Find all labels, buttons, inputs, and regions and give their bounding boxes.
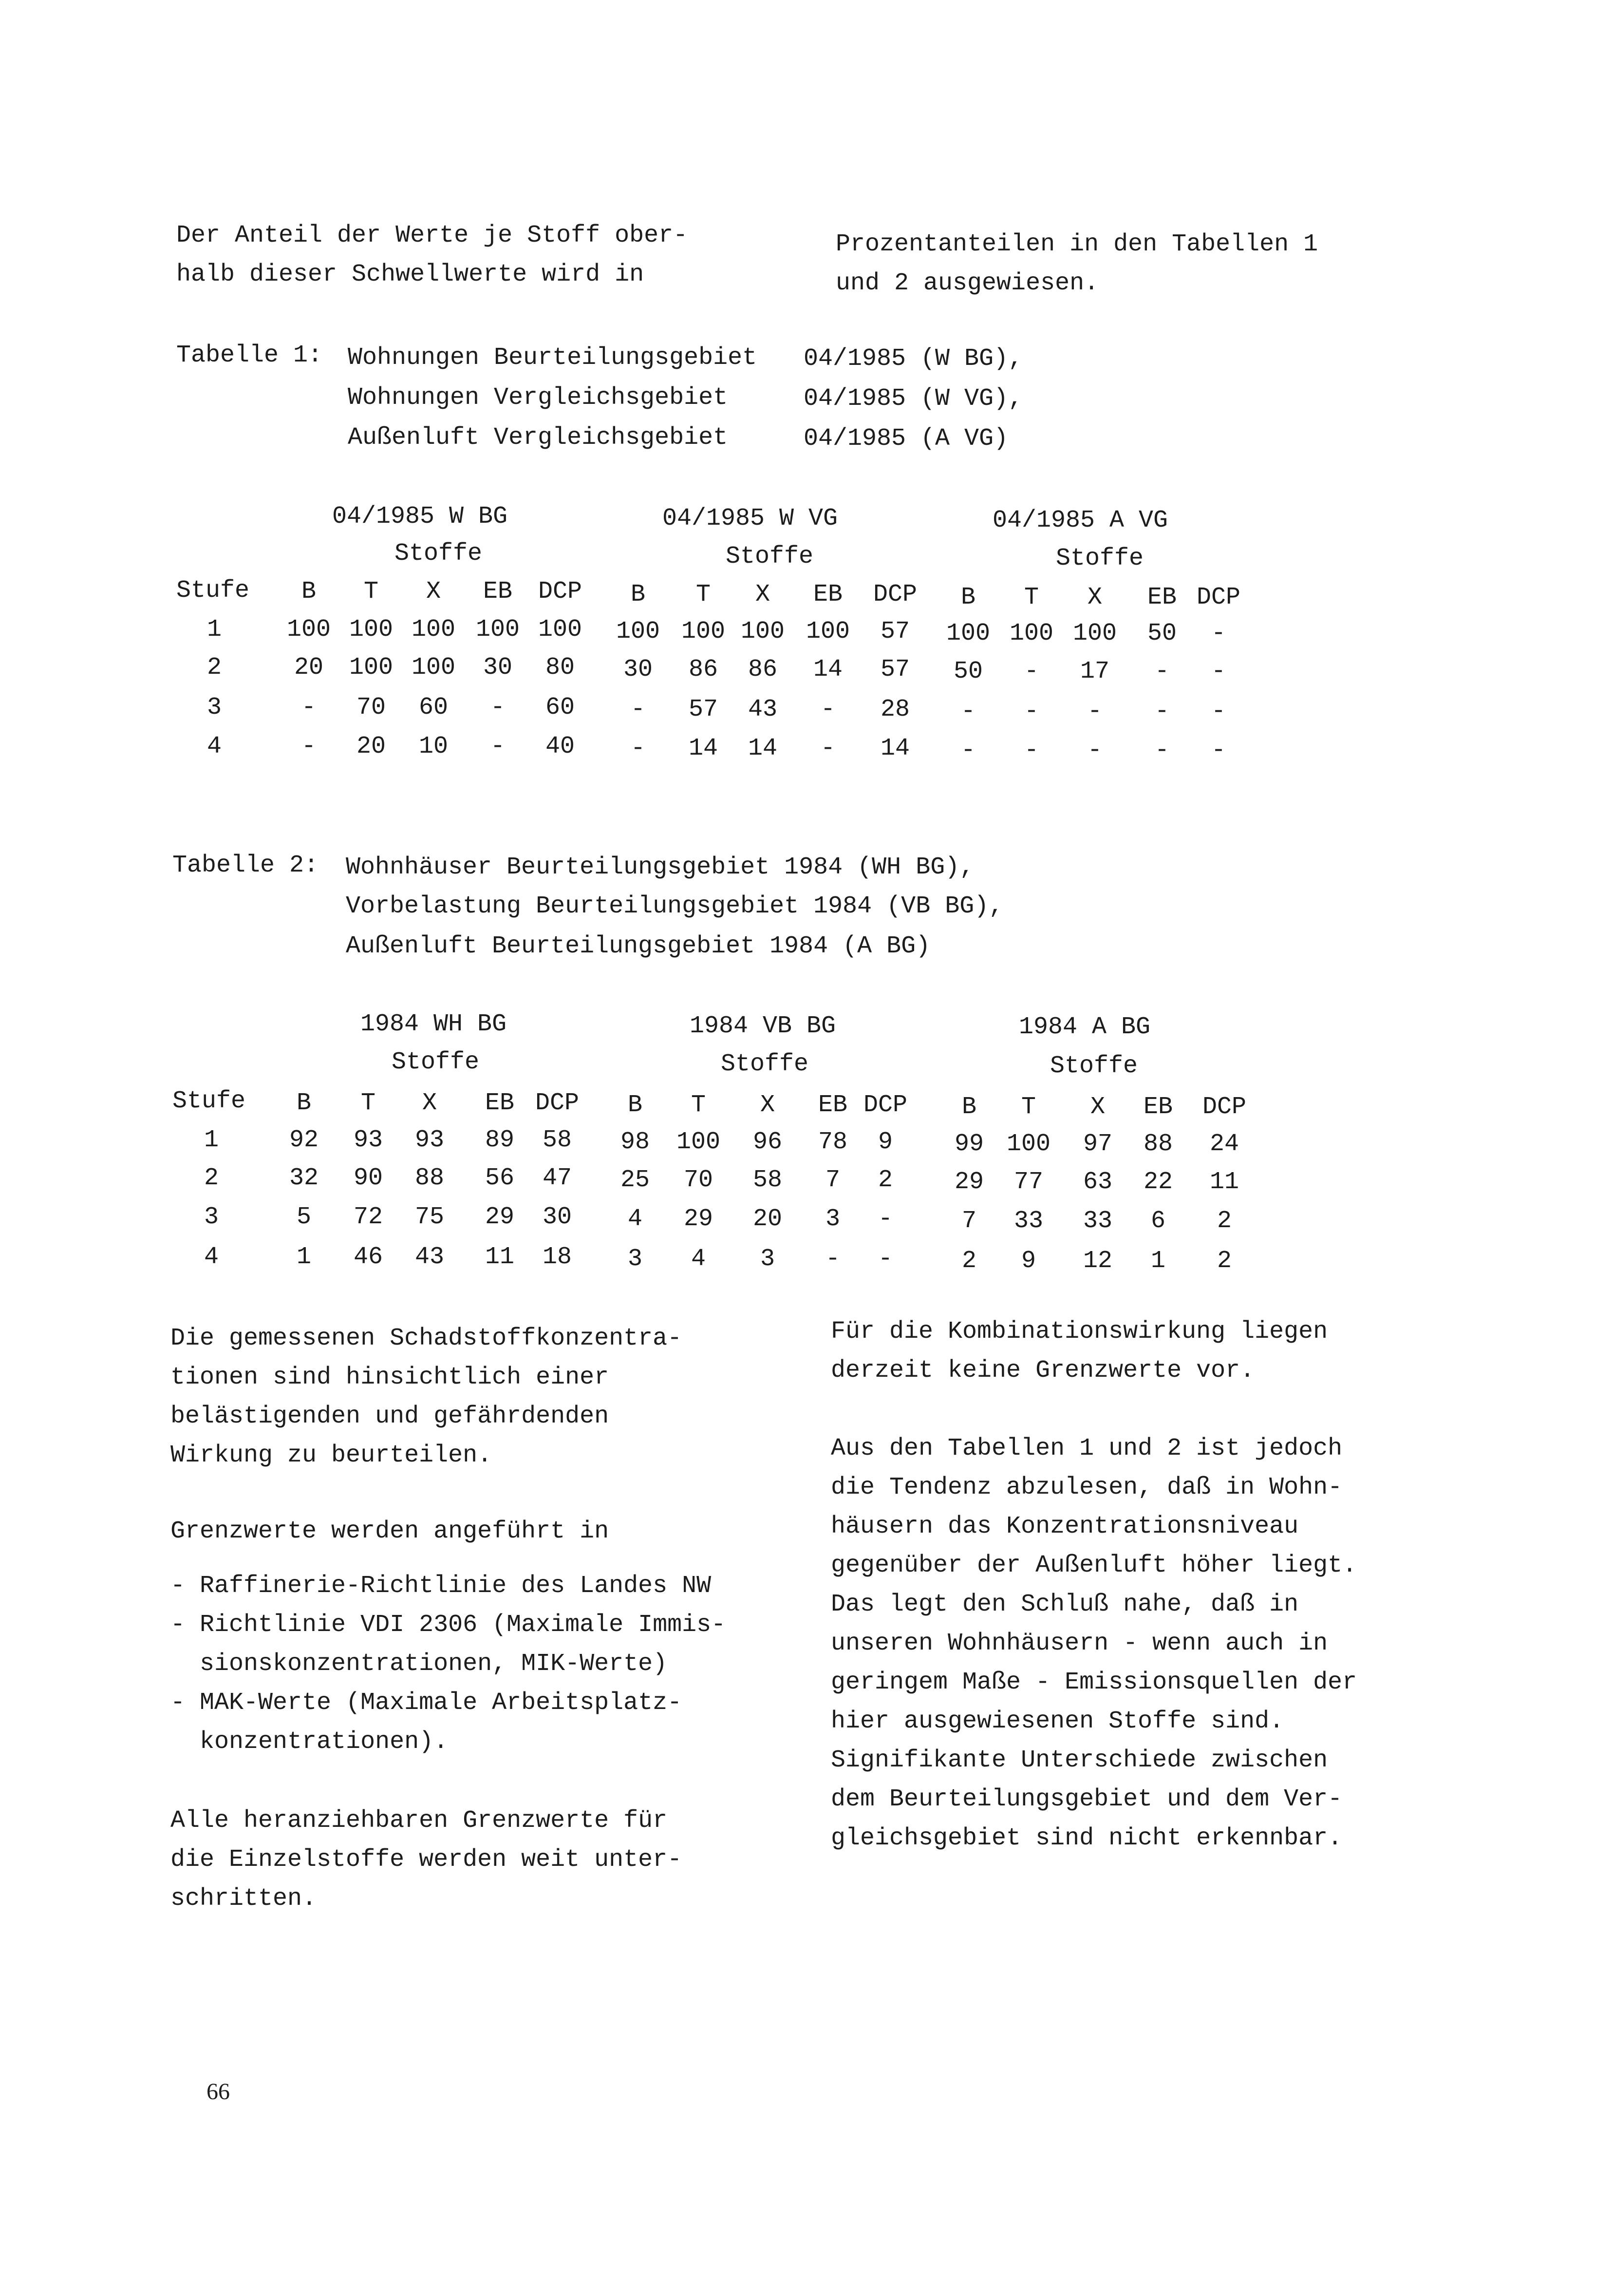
table-cell: 60 — [545, 694, 575, 721]
table-cell: 88 — [1143, 1130, 1173, 1158]
intro-left — [176, 216, 688, 294]
table-cell: 25 — [620, 1166, 650, 1194]
list-item: sionskonzentrationen, MIK-Werte) — [170, 1650, 668, 1678]
table2-group-title: 1984 WH BG — [360, 1010, 507, 1038]
table-cell: 58 — [752, 1166, 783, 1194]
stufe-cell: 2 — [206, 654, 222, 682]
stufe-cell: 2 — [204, 1164, 219, 1192]
table-cell: 100 — [806, 618, 850, 645]
text-line: Alle heranziehbaren Grenzwerte für — [170, 1807, 668, 1835]
table-cell: - — [960, 698, 976, 725]
table2-group-sub: Stoffe — [392, 1048, 480, 1076]
text-line: unseren Wohnhäusern - wenn auch in — [831, 1630, 1328, 1657]
list-item: - MAK-Werte (Maximale Arbeitsplatz- — [170, 1689, 682, 1717]
table-cell: 99 — [954, 1130, 984, 1158]
table-cell: 96 — [752, 1128, 783, 1156]
table-cell: - — [820, 735, 836, 762]
table-cell: - — [960, 737, 976, 764]
table1-caption-label: Tabelle 1: — [176, 342, 323, 369]
table-cell: 32 — [289, 1164, 319, 1192]
table-cell: 1 — [1150, 1247, 1166, 1275]
table-cell: 100 — [411, 654, 456, 682]
table-cell: 29 — [485, 1203, 515, 1231]
column-header: EB — [1147, 584, 1177, 611]
text-line: Grenzwerte werden angeführt in — [170, 1518, 609, 1545]
text-line: Der Anteil der Werte je Stoff ober- — [176, 222, 688, 249]
table-cell: 80 — [545, 654, 575, 682]
table-cell: 57 — [688, 696, 718, 723]
table-cell: - — [820, 696, 836, 723]
table-cell: 100 — [286, 616, 331, 644]
column-header: X — [1087, 584, 1103, 611]
table-cell: 30 — [623, 656, 653, 683]
list-item: - Raffinerie-Richtlinie des Landes NW — [170, 1572, 712, 1600]
column-header: X — [422, 1089, 437, 1117]
limits-list — [170, 1567, 726, 1762]
table-cell: 20 — [294, 654, 324, 682]
table-cell: 72 — [353, 1203, 383, 1231]
right-column — [831, 1312, 1328, 1390]
table-cell: 100 — [946, 620, 991, 647]
table-cell: 2 — [1217, 1247, 1232, 1275]
column-header: X — [426, 578, 441, 606]
column-header: DCP — [863, 1091, 908, 1119]
table-cell: - — [301, 733, 317, 760]
column-header: T — [363, 578, 379, 606]
table-cell: 50 — [953, 658, 983, 685]
table-cell: - — [1024, 698, 1039, 725]
text-line: Wirkung zu beurteilen. — [170, 1442, 492, 1469]
column-header: EB — [1143, 1093, 1173, 1121]
table-cell: - — [1211, 737, 1226, 764]
text-line: Das legt den Schluß nahe, daß in — [831, 1591, 1299, 1618]
table-cell: 5 — [296, 1203, 312, 1231]
text-line: die Tendenz abzulesen, daß in Wohn- — [831, 1474, 1343, 1501]
table-cell: 88 — [414, 1164, 445, 1192]
stufe-cell: 1 — [206, 616, 222, 644]
column-header: B — [301, 578, 317, 606]
table-cell: 57 — [880, 656, 910, 683]
table-cell: 14 — [813, 656, 843, 683]
table-cell: - — [490, 733, 506, 760]
text-line: schritten. — [170, 1885, 317, 1913]
list-item: - Richtlinie VDI 2306 (Maximale Immis- — [170, 1611, 726, 1639]
table-cell: - — [825, 1245, 841, 1273]
table-cell: 2 — [1217, 1207, 1232, 1235]
table1-caption-code: 04/1985 (W VG), — [804, 385, 1023, 413]
page-number: 66 — [206, 2079, 230, 2105]
table-cell: 28 — [880, 696, 910, 723]
table-cell: 14 — [688, 735, 718, 762]
column-header: DCP — [535, 1089, 580, 1117]
table-cell: 20 — [752, 1205, 783, 1233]
table-cell: 12 — [1083, 1247, 1113, 1275]
column-header: X — [755, 581, 770, 608]
table1-caption-name: Wohnungen Beurteilungsgebiet — [348, 344, 757, 372]
right-column-para2 — [831, 1429, 1357, 1858]
table-cell: 18 — [542, 1243, 572, 1271]
table-cell: 100 — [475, 616, 520, 644]
table-cell: 57 — [880, 618, 910, 645]
left-column-para2 — [170, 1512, 609, 1551]
table2-caption-line: Außenluft Beurteilungsgebiet 1984 (A BG) — [346, 932, 931, 960]
text-line: belästigenden und gefährdenden — [170, 1403, 609, 1430]
table2-caption-line: Vorbelastung Beurteilungsgebiet 1984 (VB BG), — [346, 892, 1004, 920]
table1-caption-code: 04/1985 (W BG), — [804, 345, 1023, 373]
text-line: hier ausgewiesenen Stoffe sind. — [831, 1708, 1284, 1735]
table-cell: 30 — [483, 654, 513, 682]
table-cell: - — [1154, 737, 1170, 764]
text-line: und 2 ausgewiesen. — [836, 269, 1099, 297]
intro-right — [836, 225, 1318, 303]
table-cell: 100 — [681, 618, 726, 645]
table-cell: 100 — [349, 616, 394, 644]
table2-group-sub: Stoffe — [721, 1050, 809, 1078]
table1-group-sub: Stoffe — [726, 543, 814, 570]
table-cell: 11 — [485, 1243, 515, 1271]
column-header: DCP — [538, 578, 582, 606]
table-cell: 2 — [961, 1247, 977, 1275]
table-cell: 7 — [961, 1207, 977, 1235]
table-cell: 14 — [748, 735, 778, 762]
table2-caption-line: Wohnhäuser Beurteilungsgebiet 1984 (WH BG), — [346, 854, 975, 881]
table-cell: 58 — [542, 1126, 572, 1154]
text-line: häusern das Konzentrationsniveau — [831, 1513, 1299, 1540]
table2-group-sub: Stoffe — [1050, 1052, 1138, 1080]
column-header: EB — [483, 578, 513, 606]
table1-stufe-header: Stufe — [176, 577, 250, 605]
column-header: DCP — [1202, 1093, 1247, 1121]
text-line: geringem Maße - Emissionsquellen der — [831, 1669, 1357, 1696]
column-header: T — [695, 581, 711, 608]
table-cell: 2 — [878, 1166, 893, 1194]
column-header: T — [1024, 584, 1039, 611]
table-cell: 63 — [1083, 1168, 1113, 1196]
table-cell: 3 — [825, 1205, 841, 1233]
column-header: EB — [818, 1091, 848, 1119]
table-cell: - — [1154, 658, 1170, 685]
table-cell: 47 — [542, 1164, 572, 1192]
table-cell: 4 — [691, 1245, 706, 1273]
text-line: Für die Kombinationswirkung liegen — [831, 1318, 1328, 1346]
table-cell: 100 — [1009, 620, 1054, 647]
table-cell: 6 — [1150, 1207, 1166, 1235]
column-header: DCP — [1196, 584, 1241, 611]
table-cell: 100 — [538, 616, 582, 644]
table-cell: - — [878, 1205, 893, 1233]
table-cell: 89 — [485, 1126, 515, 1154]
table-cell: - — [490, 694, 506, 721]
table-cell: 7 — [825, 1166, 841, 1194]
table-cell: 29 — [683, 1205, 713, 1233]
column-header: T — [691, 1091, 706, 1119]
column-header: T — [1021, 1093, 1036, 1121]
table-cell: - — [1211, 658, 1226, 685]
table2-group-title: 1984 A BG — [1019, 1013, 1151, 1041]
table-cell: 100 — [676, 1128, 721, 1156]
table-cell: 100 — [411, 616, 456, 644]
table-cell: - — [1024, 737, 1039, 764]
table-cell: 98 — [620, 1128, 650, 1156]
table2-stufe-header: Stufe — [172, 1087, 246, 1115]
table1-group-title: 04/1985 A VG — [993, 507, 1168, 534]
column-header: B — [961, 1093, 977, 1121]
table-cell: 70 — [356, 694, 386, 721]
table-cell: - — [1087, 737, 1103, 764]
table-cell: 86 — [748, 656, 778, 683]
table1-group-sub: Stoffe — [394, 540, 483, 568]
table-cell: 40 — [545, 733, 575, 760]
table-cell: 1 — [296, 1243, 312, 1271]
table1-group-title: 04/1985 W BG — [332, 503, 508, 531]
table-cell: 4 — [627, 1205, 643, 1233]
column-header: X — [1090, 1093, 1106, 1121]
table-cell: 97 — [1083, 1130, 1113, 1158]
column-header: T — [360, 1089, 376, 1117]
table-cell: 9 — [1021, 1247, 1036, 1275]
table-cell: 9 — [878, 1128, 893, 1156]
column-header: B — [296, 1089, 312, 1117]
column-header: EB — [485, 1089, 515, 1117]
table-cell: - — [1154, 698, 1170, 725]
table-cell: 90 — [353, 1164, 383, 1192]
table-cell: 30 — [542, 1203, 572, 1231]
table-cell: 14 — [880, 735, 910, 762]
table-cell: 43 — [748, 696, 778, 723]
table-cell: 11 — [1209, 1168, 1239, 1196]
table-cell: 86 — [688, 656, 718, 683]
table-cell: 46 — [353, 1243, 383, 1271]
stufe-cell: 4 — [206, 733, 222, 760]
table-cell: - — [1024, 658, 1039, 685]
table-cell: 100 — [349, 654, 394, 682]
left-column — [170, 1319, 682, 1475]
table-cell: 60 — [418, 694, 449, 721]
table-cell: 10 — [418, 733, 449, 760]
left-column-para3 — [170, 1802, 682, 1918]
table-cell: 78 — [818, 1128, 848, 1156]
table-cell: 100 — [1072, 620, 1117, 647]
stufe-cell: 4 — [204, 1243, 219, 1271]
table-cell: 3 — [627, 1245, 643, 1273]
column-header: B — [627, 1091, 643, 1119]
table-cell: - — [301, 694, 317, 721]
table-cell: 93 — [353, 1126, 383, 1154]
table1-caption-name: Wohnungen Vergleichsgebiet — [348, 384, 728, 412]
list-item: konzentrationen). — [170, 1728, 449, 1756]
column-header: EB — [813, 581, 843, 608]
text-line: Prozentanteilen in den Tabellen 1 — [836, 230, 1318, 258]
table-cell: 70 — [683, 1166, 713, 1194]
stufe-cell: 1 — [204, 1126, 219, 1154]
table-cell: 24 — [1209, 1130, 1239, 1158]
column-header: B — [630, 581, 646, 608]
table-cell: - — [1211, 620, 1226, 647]
table-cell: 43 — [414, 1243, 445, 1271]
text-line: gleichsgebiet sind nicht erkennbar. — [831, 1824, 1343, 1852]
table-cell: - — [1211, 698, 1226, 725]
table-cell: 100 — [740, 618, 785, 645]
table-cell: 20 — [356, 733, 386, 760]
text-line: dem Beurteilungsgebiet und dem Ver- — [831, 1785, 1343, 1813]
table-cell: 33 — [1083, 1207, 1113, 1235]
table-cell: - — [1087, 698, 1103, 725]
table2-group-title: 1984 VB BG — [690, 1012, 836, 1040]
text-line: die Einzelstoffe werden weit unter- — [170, 1846, 682, 1874]
text-line: halb dieser Schwellwerte wird in — [176, 261, 644, 288]
table-cell: 75 — [414, 1203, 445, 1231]
text-line: tionen sind hinsichtlich einer — [170, 1364, 609, 1391]
table-cell: - — [878, 1245, 893, 1273]
table1-caption-name: Außenluft Vergleichsgebiet — [348, 424, 728, 452]
table-cell: 92 — [289, 1126, 319, 1154]
column-header: DCP — [873, 581, 918, 608]
table-cell: 33 — [1013, 1207, 1044, 1235]
table-cell: 22 — [1143, 1168, 1173, 1196]
table2-caption-label: Tabelle 2: — [172, 852, 319, 879]
table1-caption-code: 04/1985 (A VG) — [804, 425, 1009, 453]
table-cell: - — [630, 696, 646, 723]
table-cell: 3 — [760, 1245, 775, 1273]
text-line: gegenüber der Außenluft höher liegt. — [831, 1552, 1357, 1579]
table1-group-title: 04/1985 W VG — [662, 505, 838, 532]
table-cell: - — [630, 735, 646, 762]
table-cell: 93 — [414, 1126, 445, 1154]
text-line: derzeit keine Grenzwerte vor. — [831, 1357, 1255, 1385]
table-cell: 17 — [1080, 658, 1110, 685]
text-line: Die gemessenen Schadstoffkonzentra- — [170, 1325, 682, 1352]
table-cell: 100 — [1006, 1130, 1051, 1158]
text-line: Signifikante Unterschiede zwischen — [831, 1746, 1328, 1774]
table-cell: 50 — [1147, 620, 1177, 647]
text-line: Aus den Tabellen 1 und 2 ist jedoch — [831, 1435, 1343, 1462]
table-cell: 29 — [954, 1168, 984, 1196]
stufe-cell: 3 — [206, 694, 222, 721]
table1-group-sub: Stoffe — [1056, 545, 1144, 572]
table-cell: 56 — [485, 1164, 515, 1192]
table-cell: 77 — [1013, 1168, 1044, 1196]
stufe-cell: 3 — [204, 1203, 219, 1231]
column-header: B — [960, 584, 976, 611]
column-header: X — [760, 1091, 775, 1119]
table-cell: 100 — [616, 618, 660, 645]
